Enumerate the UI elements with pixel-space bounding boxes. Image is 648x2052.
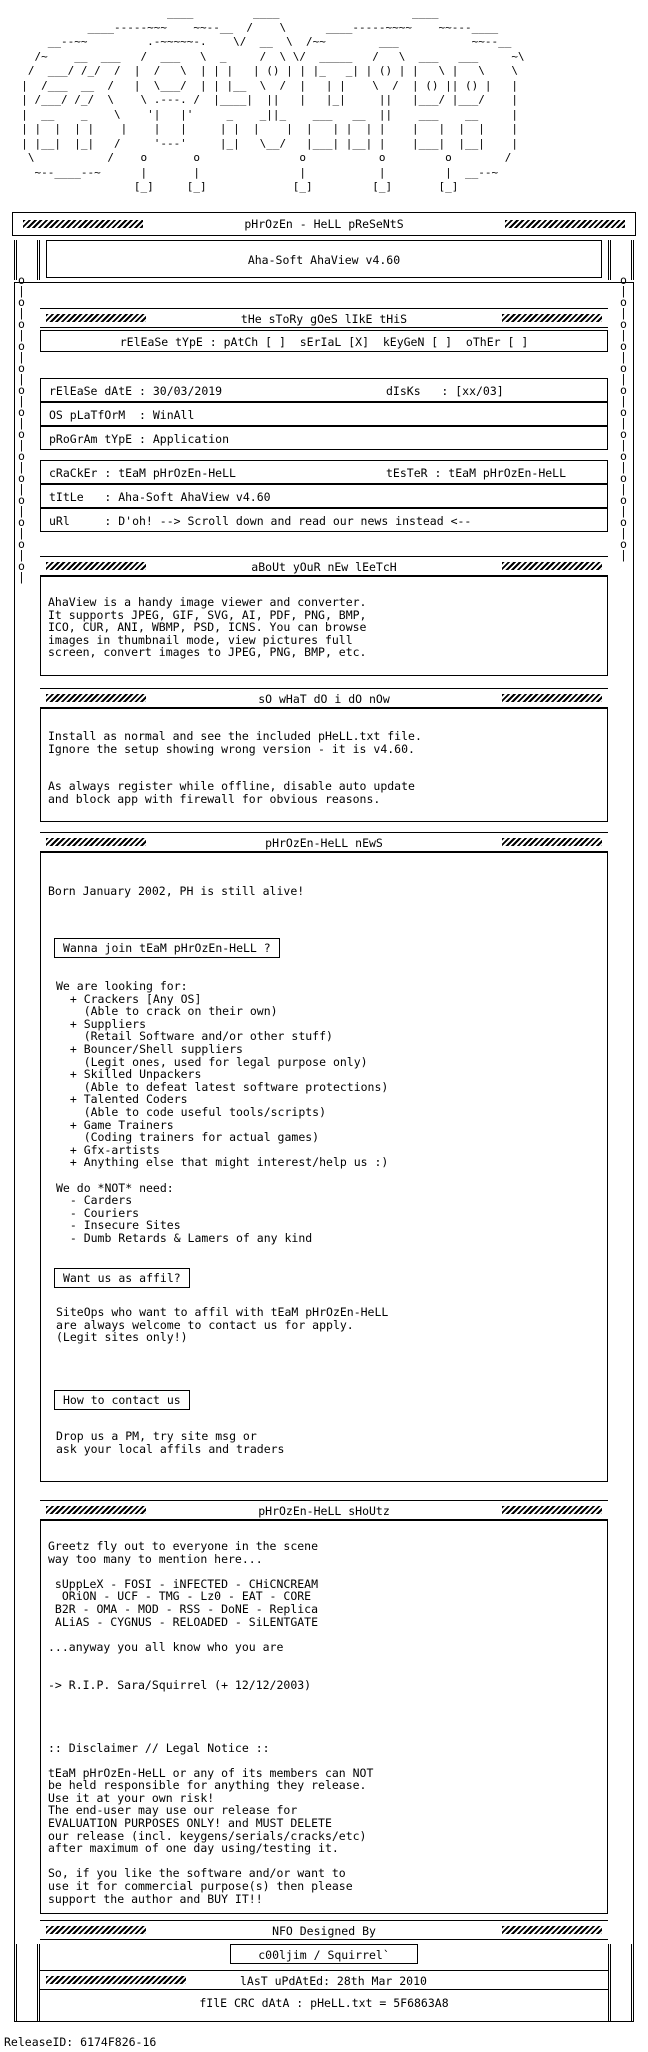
header-title: pHrOzEn - HeLL pReSeNtS <box>244 217 404 231</box>
disks: dIsKs : [xx/03] <box>386 384 504 398</box>
about-text: AhaView is a handy image viewer and converter. It supports JPEG, GIF, SVG, AI, PDF, PNG, BMP, ICO, CUR, ANI, WBMP, PSD, ICNS. You can browse images in thumbnail mode, view pictures full screen, convert images to JPEG, PNG, BMP, etc. <box>48 595 367 660</box>
news-title: pHrOzEn-HeLL nEwS <box>265 836 383 850</box>
about-title: aBoUt yOuR nEw lEeTcH <box>251 560 397 574</box>
install-text: Install as normal and see the included pHeLL.txt file. Ignore the setup showing wrong version - it is v4.60. As always register while offline, disable auto update and block app with firewall for obvious reasons. <box>48 729 422 806</box>
file-crc: fIlE CRC dAtA : pHeLL.txt = 5F6863A8 <box>199 1996 449 2010</box>
right-chain-decoration: o | o | o | o | o | o | o | o | o | o | o | o | o | <box>620 273 627 562</box>
info-row-os <box>40 402 608 426</box>
header-bar <box>12 212 636 236</box>
about-title-bar <box>40 556 608 576</box>
looking-for-text: We are looking for: + Crackers [Any OS] (Able to crack on their own) + Suppliers (Retail Software and/or other stuff) + Bouncer/Shell suppliers (Legit ones, used for legal purpose only) + Skilled Unpackers (Able to defeat latest software protections) + Talented Coders (Able to code useful tools/scripts) + Game Trainers (Coding trainers for actual games) + Gfx-artists + Anything else that might interest/help us :) We do *NOT* need: - Carders - Couriers - Insecure Sites - Dumb Retards & Lamers of any kind <box>56 979 389 1245</box>
release-type-line: rElEaSe tYpE : pAtCh [ ] sErIaL [X] kEyGeN [ ] oThEr [ ] <box>119 335 529 349</box>
tester: tEsTeR : tEaM pHrOzEn-HeLL <box>386 466 567 480</box>
nfo-designed-bar <box>40 1920 608 1940</box>
last-updated-line <box>40 1970 608 1990</box>
program-type: pRoGrAm tYpE : Application <box>49 432 230 446</box>
nfo-designed-by: NFO Designed By <box>272 1924 376 1938</box>
info-row-cracker <box>40 460 608 484</box>
story-title: tHe sToRy gOeS lIkE tHiS <box>240 312 408 326</box>
os-platform: OS pLaTfOrM : WinAll <box>49 408 195 422</box>
release-name: Aha-Soft AhaView v4.60 <box>247 253 401 267</box>
info-row-date <box>40 378 608 402</box>
designer-box <box>230 1944 418 1964</box>
title-info: tItLe : Aha-Soft AhaView v4.60 <box>49 490 271 504</box>
info-row-url <box>40 508 608 532</box>
info-row-program-type <box>40 426 608 450</box>
story-title-bar <box>40 308 608 328</box>
join-label-box: Wanna join tEaM pHrOzEn-HeLL ? <box>54 938 280 958</box>
contact-text: Drop us a PM, try site msg or ask your local affils and traders <box>56 1429 285 1456</box>
shoutz-text: Greetz fly out to everyone in the scene way too many to mention here... sUppLeX - FOSI - iNFECTED - CHiCNCREAM ORiON - UCF - TMG - Lz0 - EAT - CORE B2R - OMA - MOD - RSS - DoNE - Replica ALiAS - CYGNUS - RELOADED - SiLENTGATE ...anyway you all know who you are -> R.I.P. Sara/Squirrel (+ 12/12/2003) :: Disclaimer // Legal Notice :: tEaM pHrOzEn-HeLL or any of its members can NOT be held responsible for anything they release. Use it at your own risk! The end-user may use our release for EVALUATION PURPOSES ONLY! and MUST DELETE our release (incl. keygens/serials/cracks/etc) after maximum of one day using/testing it. So, if you like the software and/or want to use it for commercial purpose(s) then please support the author and BUY IT!! <box>48 1539 374 1906</box>
shoutz-title: pHrOzEn-HeLL sHoUtz <box>258 1504 390 1518</box>
contact-label-box: How to contact us <box>54 1390 190 1410</box>
hatch-left <box>46 1976 186 1984</box>
news-born: Born January 2002, PH is still alive! <box>48 884 305 898</box>
release-id: ReleaseID: 6174F826-16 <box>4 2035 157 2049</box>
footer-left-post <box>14 1944 40 2022</box>
news-title-bar <box>40 832 608 852</box>
designer-name: c00ljim / Squirrel` <box>258 1948 390 1962</box>
install-title-bar <box>40 688 608 708</box>
footer-right-post <box>608 1944 634 2022</box>
url-info: uRl : D'oh! --> Scroll down and read our news instead <-- <box>49 514 472 528</box>
release-type-row <box>40 330 608 352</box>
info-row-title <box>40 484 608 508</box>
left-chain-decoration: o | o | o | o | o | o | o | o | o | o | o | o | o | o | <box>18 273 25 584</box>
ascii-logo: ____ ____ ____ ____-----~~~ ~~--__ / \ ____-----~~~~ ~~---____ __--~~ .-~~~~~-. \/ __ \ /~~ ___ ~~--__ /~ __ ___ / ___ \ _ / \ \/ _____ / \ ___ ___ ~\ / ___/ /_/ / | / \ | | | | () | | |_ _| | () | | \ | \ \ | /___ __ / | \___/ | | |__ \ / | | | \ / | () || () | | | /___/ /_/ \ \ .---. / |____| || | |_| || |___/ |___/ | | __ _ \ '| |' _ _||_ ___ __ || ___ __ | | | | | | | | | | | | | | | | | | | | | | | | |__| |_| / '---' |_| \__/ |___| |__| | |___| |__| | \ / o o o o o / ~--____--~ | | | | | __--~ [_] [_] [_] [_] [_] <box>21 6 525 193</box>
last-updated: lAsT uPdAtEd: 28th Mar 2010 <box>240 1974 427 1988</box>
release-date: rElEaSe dAtE : 30/03/2019 <box>49 384 223 398</box>
affil-text: SiteOps who want to affil with tEaM pHrOzEn-HeLL are always welcome to contact us for apply. (Legit sites only!) <box>56 1305 389 1345</box>
release-name-frame <box>46 240 602 278</box>
shoutz-title-bar <box>40 1500 608 1520</box>
install-title: sO wHaT dO i dO nOw <box>258 692 390 706</box>
cracker: cRaCkEr : tEaM pHrOzEn-HeLL <box>49 466 236 480</box>
affil-label-box: Want us as affil? <box>54 1268 190 1288</box>
